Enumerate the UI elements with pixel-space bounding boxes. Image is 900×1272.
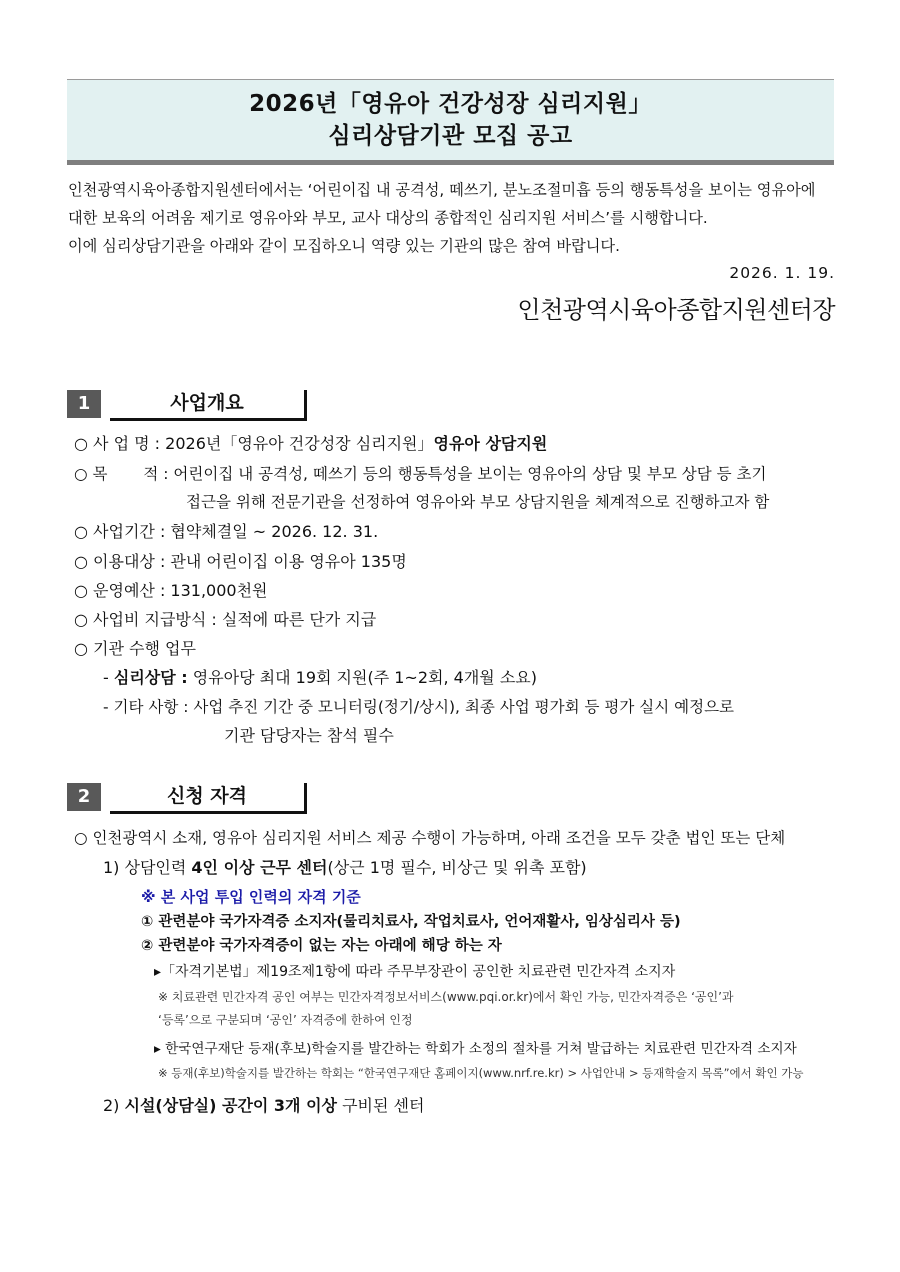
- agency-duties: ○ 기관 수행 업무: [74, 639, 196, 658]
- requirement-1-suffix: (상근 1명 필수, 비상근 및 위촉 포함): [327, 858, 587, 877]
- qualification-note-title: ※ 본 사업 투입 인력의 자격 기준: [141, 888, 361, 906]
- counseling-dash: -: [103, 668, 114, 687]
- target-users: ○ 이용대상 : 관내 어린이집 이용 영유아 135명: [74, 552, 407, 571]
- business-name-label: ○ 사 업 명 : 2026년「영유아 건강성장 심리지원」: [74, 434, 434, 453]
- intro-line-2: 대한 보육의 어려움 제기로 영유아와 부모, 교사 대상의 종합적인 심리지원 서비스’를 시행합니다.: [68, 209, 708, 227]
- counseling-text: 영유아당 최대 19회 지원(주 1~2회, 4개월 소요): [187, 668, 537, 687]
- business-period: ○ 사업기간 : 협약체결일 ~ 2026. 12. 31.: [74, 522, 379, 541]
- title-line-1: 2026년「영유아 건강성장 심리지원」: [249, 91, 652, 117]
- business-name-bold: 영유아 상담지원: [433, 434, 548, 453]
- organization-name: 인천광역시육아종합지원센터장: [517, 296, 835, 324]
- section-1-number: 1: [67, 390, 101, 418]
- payment-method: ○ 사업비 지급방식 : 실적에 따른 단가 지급: [74, 610, 377, 629]
- intro-line-1: 인천광역시육아종합지원센터에서는 ‘어린이집 내 공격성, 떼쓰기, 분노조절미흡 등의 행동특성을 보이는 영유아에: [68, 181, 816, 199]
- requirement-2-bold: 시설(상담실) 공간이 3개 이상: [124, 1096, 338, 1115]
- title-line-2: 심리상담기관 모집 공고: [328, 123, 573, 149]
- section-2-number: 2: [67, 783, 101, 811]
- requirement-2: [103, 1094, 424, 1118]
- intro-line-3: 이에 심리상담기관을 아래와 같이 모집하오니 역량 있는 기관의 많은 참여 바랍니다.: [68, 237, 620, 255]
- purpose-line-1: ○ 목 적 : 어린이집 내 공격성, 떼쓰기 등의 행동특성을 보이는 영유아의 상담 및 부모 상담 등 초기: [74, 465, 767, 483]
- requirement-1-prefix: 1) 상담인력: [103, 858, 192, 877]
- business-name: [74, 432, 547, 456]
- qualification-sub-1-note-1: ※ 치료관련 민간자격 공인 여부는 민간자격정보서비스(www.pqi.or.kr)에서 확인 가능, 민간자격증은 ‘공인’과: [158, 990, 734, 1004]
- qualification-sub-2: ▸ 한국연구재단 등재(후보)학술지를 발간하는 학회가 소정의 절차를 거쳐 발급하는 치료관련 민간자격 소지자: [154, 1041, 797, 1057]
- operating-budget: ○ 운영예산 : 131,000천원: [74, 581, 268, 600]
- purpose-line-2: 접근을 위해 전문기관을 선정하여 영유아와 부모 상담지원을 체계적으로 진행하고자 함: [186, 493, 770, 511]
- etc-line-2: 기관 담당자는 참석 필수: [224, 726, 394, 745]
- etc-line-1: - 기타 사항 : 사업 추진 기간 중 모니터링(정기/상시), 최종 사업 평가회 등 평가 실시 예정으로: [103, 698, 735, 716]
- section-1-title: 사업개요: [110, 390, 307, 421]
- section-2-title: 신청 자격: [110, 783, 307, 814]
- counseling-label: 심리상담 :: [113, 668, 188, 687]
- qualification-sub-1: ▸「자격기본법」제19조제1항에 따라 주무부장관이 공인한 치료관련 민간자격 소지자: [154, 964, 676, 980]
- counseling-item: [103, 666, 537, 690]
- requirement-2-prefix: 2): [103, 1096, 125, 1115]
- title-box: [67, 79, 834, 165]
- qualification-sub-2-note: ※ 등재(후보)학술지를 발간하는 학회는 “한국연구재단 홈페이지(www.nrf.re.kr) > 사업안내 > 등재학술지 목록”에서 확인 가능: [158, 1066, 804, 1080]
- eligibility-intro: ○ 인천광역시 소재, 영유아 심리지원 서비스 제공 수행이 가능하며, 아래 조건을 모두 갖춘 법인 또는 단체: [74, 829, 786, 847]
- announcement-date: 2026. 1. 19.: [729, 264, 835, 282]
- requirement-1: [103, 856, 587, 880]
- qualification-sub-1-note-2: ‘등록’으로 구분되며 ‘공인’ 자격증에 한하여 인정: [158, 1013, 413, 1027]
- qualification-2: ② 관련분야 국가자격증이 없는 자는 아래에 해당 하는 자: [141, 938, 502, 954]
- requirement-2-suffix: 구비된 센터: [337, 1096, 425, 1115]
- qualification-1: ① 관련분야 국가자격증 소지자(물리치료사, 작업치료사, 언어재활사, 임상심리사 등): [141, 914, 681, 930]
- requirement-1-bold: 4인 이상 근무 센터: [191, 858, 328, 877]
